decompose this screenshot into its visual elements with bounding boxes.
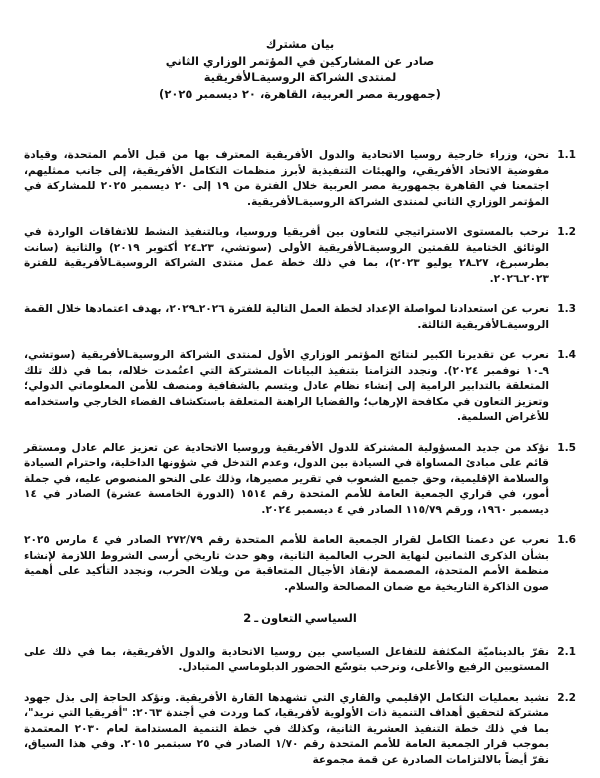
section-2-heading-word-2: السياسي [304,611,357,625]
paragraph-text: نرحب بالمستوى الاستراتيجي للتعاون بين أفريقيا وروسيا، وبالتنفيذ النشط للاتفاقات الواردة في الوثائق الختامية للقمتين الروسيةـالأفريقية الأولى (سوتشي، ٢٣ـ٢٤ أكتوبر ٢٠١٩) والثانية (سانت بطرسبرغ، ٢٧ـ٢٨ يوليو ٢٠٢٣)، بما في ذلك خطة عمل منتدى الشراكة الروسيةـالأفريقية للفترة ٢٠٢٣ـ٢٠٢٦. [24,226,549,285]
document-body [24,148,576,768]
section-1-preamble [24,148,576,595]
paragraph-number: 2.1 [557,645,576,658]
section-2-heading [24,611,576,627]
title-line-forum: لمنتدى الشراكة الروسيةـالأفريقية [203,70,397,84]
title-line-statement: بيان مشترك [265,37,335,51]
title-line-issuer: صادر عن المشاركين في المؤتمر الوزاري الثاني [165,53,435,68]
document-title-block [24,36,576,102]
title-line-place-date: (جمهورية مصر العربية، القاهرة، ٢٠ ديسمبر ٢٠٢٥) [159,86,441,101]
paragraph-2-1 [24,645,576,676]
paragraph-number: 1.2 [557,226,576,238]
section-2-heading-word-1: التعاون [261,611,302,625]
paragraph-1-1 [24,148,576,210]
paragraph-text: نقرّ بالديناميّة المكثفة للتفاعل السياسي بين روسيا الاتحادية والدول الأفريقية، بما في ذلك على المستويين الرفيع والأعلى، ونرحب بتوسّع الحضور الدبلوماسي المتبادل. [24,645,549,673]
paragraph-2-2 [24,691,576,769]
paragraph-number: 1.1 [557,149,576,161]
paragraph-1-2 [24,225,576,287]
paragraph-number: 1.4 [557,349,576,361]
paragraph-text: نحن، وزراء خارجية روسيا الاتحادية والدول الأفريقية المعترف بها من قبل الأمم المتحدة، وقيادة مفوضية الاتحاد الأفريقي، والهيئات التنفيذية لأبرز منظمات التكامل الأفريقية، إلى جانب ممثليهم، اجتمعنا في القاهرة بجمهورية مصر العربية خلال الفترة من ١٩ إلى ٢٠ ديسمبر ٢٠٢٥ للمشاركة في المؤتمر الوزاري الثاني لمنتدى الشراكة الروسيةـالأفريقية. [24,149,549,208]
paragraph-number: 1.6 [557,534,576,546]
paragraph-1-3 [24,302,576,333]
paragraph-text: نعرب عن دعمنا الكامل لقرار الجمعية العامة للأمم المتحدة رقم ٢٧٢/٧٩ الصادر في ٤ مارس ٢٠٢٥ بشأن الذكرى الثمانين لنهاية الحرب العالمية الثانية، وهو حدث تاريخي أرسى الشروط اللازمة لإنشاء منظمة الأمم المتحدة، المصممة لإنقاذ الأجيال المتعاقبة من ويلات الحرب، ونجدد التأكيد على أهمية صون الذاكرة التاريخية مع ضمان المصالحة والسلام. [24,534,549,593]
paragraph-1-4 [24,348,576,426]
paragraph-text: نعرب عن تقديرنا الكبير لنتائج المؤتمر الوزاري الأول لمنتدى الشراكة الروسيةـالأفريقية (سوتشي، ٩ـ١٠ نوفمبر ٢٠٢٤). ونجدد التزامنا بتنفيذ البيانات المشتركة التي اعتُمدت خلاله، بما في ذلك تلك المتعلقة بالتدابير الرامية إلى إنشاء نظام عادل ويتسم بالشفافية ومنصف للأمن المعلوماتي الدولي؛ وتعزيز التعاون في مكافحة الإرهاب؛ والقضايا الراهنة المتعلقة باستكشاف الفضاء الخارجي واستخدامه للأغراض السلمية. [24,349,550,423]
section-2-political-cooperation [24,645,576,769]
paragraph-number: 1.3 [557,303,576,315]
paragraph-text: نؤكد من جديد المسؤولية المشتركة للدول الأفريقية وروسيا الاتحادية عن تعزيز عالم عادل ومستقر قائم على مبادئ المساواة في السيادة بين الدول، وعدم التدخل في شؤونها الداخلية، واحترام السيادة والسلامة الإقليمية، وحق جميع الشعوب في تقرير مصيرها، وذلك على النحو المنصوص عليه، في جملة أمور، في قراري الجمعية العامة للأمم المتحدة رقم ١٥١٤ (الدورة الخامسة عشرة) الصادر في ١٤ ديسمبر ١٩٦٠، ورقم ١١٥/٧٩ الصادر في ٤ ديسمبر ٢٠٢٤. [24,441,549,516]
paragraph-text: نشيد بعمليات التكامل الإقليمي والقاري التي تشهدها القارة الأفريقية. ونؤكد الحاجة إلى بذل جهود مشتركة لتحقيق أهداف التنمية ذات الأولوية لأفريقيا، كما وردت في أجندة ٢٠٦٣: "أفريقيا التي نريد"، بما في ذلك خطة التنفيذ العشرية الثانية، وكذلك في خطة التنمية المستدامة لعام ٢٠٣٠ المعتمدة بموجب قرار الجمعية العامة للأمم المتحدة رقم ١/٧٠ الصادر في ٢٥ سبتمبر ٢٠١٥. وفي هذا السياق، نقرّ أيضاً بالالتزامات الصادرة عن قمة مجموعة [24,691,550,766]
paragraph-text: نعرب عن استعدادنا لمواصلة الإعداد لخطة العمل التالية للفترة ٢٠٢٦ـ٢٠٢٩، بهدف اعتمادها خلال القمة الروسيةـالأفريقية الثالثة. [24,303,550,331]
section-2-dash: ـ [254,611,259,625]
paragraph-1-5 [24,441,576,519]
paragraph-1-6 [24,533,576,595]
paragraph-number: 1.5 [557,441,576,454]
paragraph-number: 2.2 [557,691,576,704]
section-2-number: 2 [243,611,252,625]
